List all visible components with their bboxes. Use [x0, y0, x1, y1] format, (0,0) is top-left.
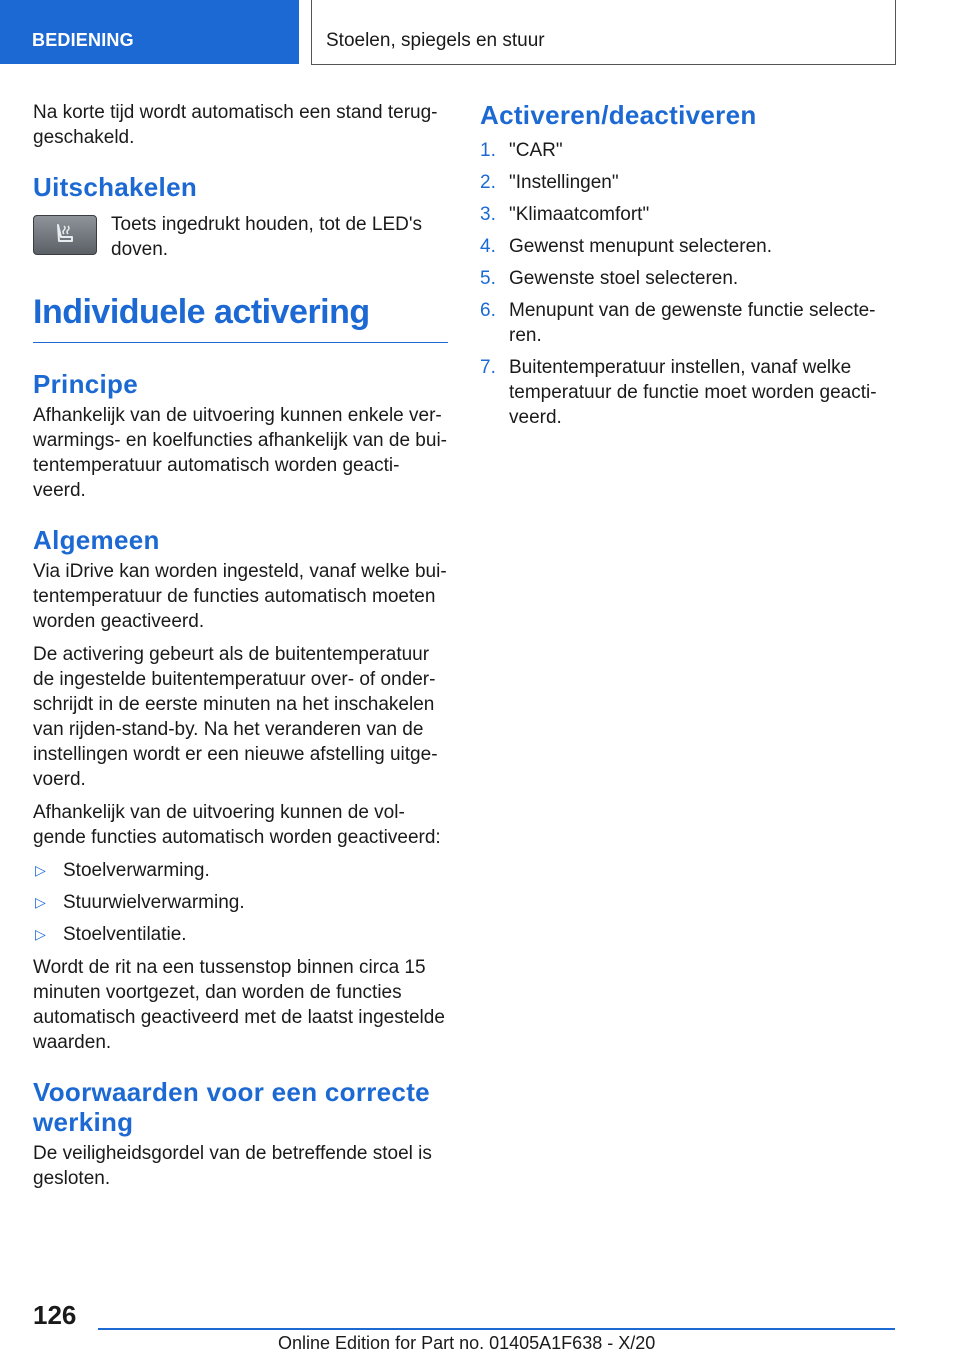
section-title: Individuele activering: [33, 293, 370, 331]
principe-text: Afhankelijk van de uitvoering kunnen enkele ver-warmings- en koelfuncties afhankelijk van de bui-tentemperatuur automatisch worden geacti-veerd.: [33, 405, 447, 501]
page-number: 126: [33, 1300, 77, 1330]
list-item: ▷ Stoelventilatie.: [35, 924, 187, 945]
steps-list: [480, 138, 900, 430]
algemeen-p4: Wordt de rit na een tussenstop binnen circa 15 minuten voortgezet, dan worden de functies automatisch geactiveerd met de laatst ingestelde waarden.: [33, 957, 445, 1053]
algemeen-p3: Afhankelijk van de uitvoering kunnen de vol-gende functies automatisch worden geactiveerd:: [33, 802, 441, 848]
algemeen-p2: De activering gebeurt als de buitentemperatuur de ingestelde buitentemperatuur over- of onder-schrijdt in de eerste minuten na het inschakelen van rijden-stand-by. Na het veranderen van de instellingen wordt er een nieuwe afstelling uitge-voerd.: [33, 644, 438, 790]
uitschakelen-row: [33, 212, 448, 262]
uitschakelen-text: Toets ingedrukt houden, tot de LED's doven.: [111, 214, 422, 260]
triangle-bullet-icon: ▷: [35, 894, 46, 910]
list-item: 2. "Instellingen": [480, 172, 619, 193]
intro-paragraph: Na korte tijd wordt automatisch een stand terug-geschakeld.: [33, 102, 438, 148]
list-item: 7. Buitentemperatuur instellen, vanaf welke temperatuur de functie moet worden geacti-veerd.: [480, 357, 877, 428]
list-item: ▷ Stuurwielverwarming.: [35, 892, 245, 913]
list-item: 4. Gewenst menupunt selecteren.: [480, 236, 772, 257]
algemeen-p1: Via iDrive kan worden ingesteld, vanaf welke bui-tentemperatuur de functies automatisch moeten worden geactiveerd.: [33, 561, 447, 632]
footer-edition: Online Edition for Part no. 01405A1F638 - X/20: [278, 1333, 656, 1353]
seat-climate-button-icon: [33, 215, 97, 255]
list-item: ▷ Stoelverwarming.: [35, 860, 210, 881]
triangle-bullet-icon: ▷: [35, 862, 46, 878]
header-chapter-title: Stoelen, spiegels en stuur: [311, 0, 896, 65]
heading-algemeen: Algemeen: [33, 525, 160, 555]
left-column: [33, 100, 448, 1199]
section-title-wrap: [33, 292, 448, 343]
voorwaarden-text: De veiligheidsgordel van de betreffende stoel is gesloten.: [33, 1143, 432, 1189]
list-item: 6. Menupunt van de gewenste functie selecte-ren.: [480, 300, 876, 346]
heading-activeren: Activeren/deactiveren: [480, 100, 757, 130]
list-item: 1. "CAR": [480, 140, 563, 161]
list-item: 5. Gewenste stoel selecteren.: [480, 268, 739, 289]
header-section-tab: BEDIENING: [0, 0, 299, 64]
list-item: 3. "Klimaatcomfort": [480, 204, 650, 225]
footer-divider: [98, 1328, 895, 1330]
right-column: [480, 100, 900, 437]
triangle-bullet-icon: ▷: [35, 926, 46, 942]
heading-voorwaarden: Voorwaarden voor een correcte werking: [33, 1077, 430, 1137]
function-list: [33, 858, 448, 947]
heading-principe: Principe: [33, 369, 138, 399]
heading-uitschakelen: Uitschakelen: [33, 172, 198, 202]
